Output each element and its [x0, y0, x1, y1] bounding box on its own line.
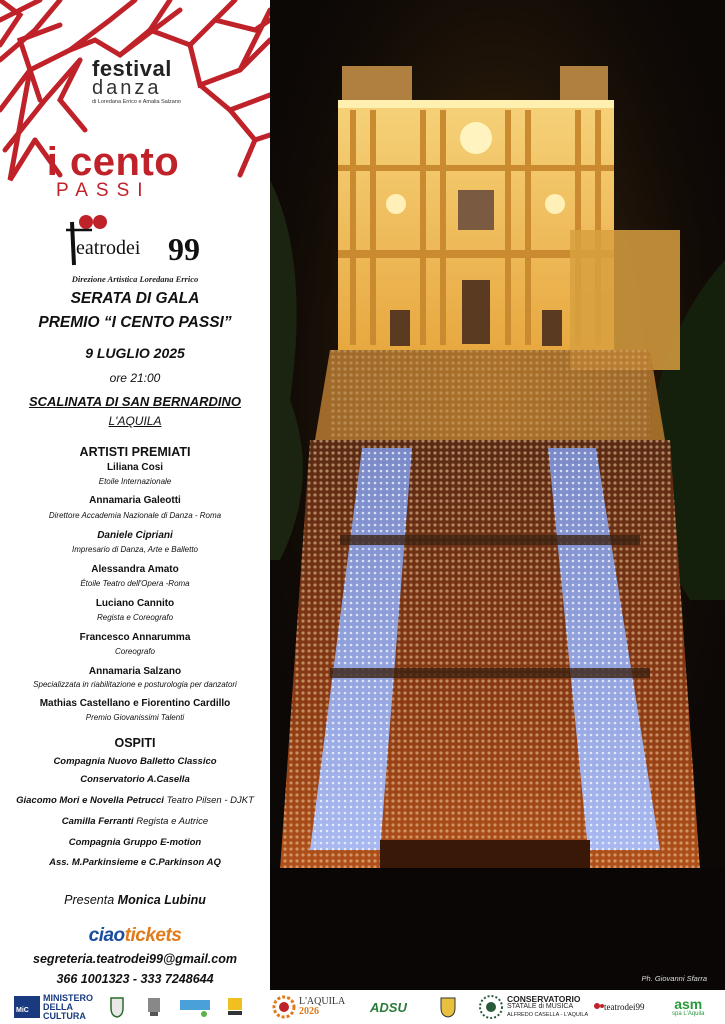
artistic-direction: Direzione Artistica Loredana Errico: [71, 274, 199, 284]
event-time: ore 21:00: [109, 371, 161, 385]
photo-credit: Ph. Giovanni Sfarra: [641, 974, 707, 983]
host-name: Monica Lubinu: [117, 893, 206, 907]
awards-heading: ARTISTI PREMIATI: [79, 445, 191, 459]
event-photo: [270, 0, 725, 990]
contact-phones: 366 1001323 - 333 7248644: [56, 972, 214, 986]
award-name: Annamaria Galeotti: [89, 495, 181, 506]
conservatorio-logo: CONSERVATORIO STATALE di MUSICA ALFREDO CASELLA - L'AQUILA: [478, 990, 588, 1024]
event-date: 9 LUGLIO 2025: [85, 345, 185, 361]
award-role: Regista e Coreografo: [96, 613, 174, 622]
award-name: Luciano Cannito: [95, 598, 175, 609]
award-name: Daniele Cipriani: [97, 530, 173, 541]
award-role: Coreografo: [114, 647, 156, 656]
partner-logo-icon: [226, 990, 244, 1024]
svg-text:99: 99: [168, 231, 200, 267]
award-name: Annamaria Salzano: [88, 666, 182, 677]
award-role: Étoile Teatro dell'Opera -Roma: [80, 579, 190, 588]
asm-logo: asm spa L'Aquila: [672, 995, 705, 1017]
teatrodei99-dots-icon: [594, 1002, 604, 1012]
shield-icon: [440, 990, 456, 1024]
award-name: Alessandra Amato: [91, 564, 179, 575]
guest-item: Giacomo Mori e Novella Petrucci Teatro Pilsen - DJKT: [16, 795, 254, 806]
church-stairs-illustration: [270, 0, 725, 990]
teatrodei99-footer-logo: teatrodei99: [594, 990, 644, 1024]
teatrodei99-logo: [64, 210, 214, 272]
svg-text:eatrodei: eatrodei: [76, 237, 141, 259]
host-line: Presenta Monica Lubinu: [64, 893, 206, 907]
danza-word: danza: [92, 77, 162, 99]
award-name: Mathias Castellano e Fiorentino Cardillo: [39, 698, 231, 709]
award-role: Etoile Internazionale: [98, 477, 172, 486]
event-line-1: SERATA DI GALA: [70, 290, 200, 307]
title-main: i cento: [46, 140, 180, 184]
info-panel: [0, 0, 270, 990]
event-line-2: PREMIO “I CENTO PASSI”: [38, 314, 232, 331]
mic-icon: MiC: [14, 996, 40, 1018]
conservatorio-icon: [478, 994, 504, 1020]
aquila-2026-icon: [272, 995, 296, 1019]
event-city: L'AQUILA: [108, 414, 162, 428]
partner-logo-icon: [178, 990, 212, 1024]
guests-heading: OSPITI: [114, 736, 156, 750]
guest-item: Compagnia Gruppo E-motion: [68, 837, 202, 848]
contact-email[interactable]: segreteria.teatrodei99@gmail.com: [33, 952, 237, 966]
regione-crest-icon: [110, 990, 124, 1024]
guest-item: Conservatorio A.Casella: [80, 774, 190, 785]
award-name: Liliana Cosi: [106, 462, 164, 473]
festival-founders: di Loredana Errico e Amalia Salzano: [92, 99, 181, 105]
award-role: Impresario di Danza, Arte e Balletto: [72, 545, 198, 554]
guest-item: Ass. M.Parkinsieme e C.Parkinson AQ: [49, 857, 221, 868]
event-venue: SCALINATA DI SAN BERNARDINO: [28, 394, 242, 409]
ciaotickets-logo: ciaotickets: [88, 925, 182, 946]
guest-item: Camilla Ferranti Regista e Autrice: [61, 816, 209, 827]
award-role: Premio Giovanissimi Talenti: [85, 713, 185, 722]
comune-crest-icon: [146, 990, 162, 1024]
award-role: Specializzata in riabilitazione e posturologia per danzatori: [33, 680, 237, 689]
festival-word: festival: [92, 56, 172, 81]
guest-item: Compagnia Nuovo Balletto Classico: [53, 756, 217, 767]
award-role: Direttore Accademia Nazionale di Danza - Roma: [48, 511, 222, 520]
ministero-cultura-logo: MiC MINISTERO DELLA CULTURA: [16, 992, 94, 1021]
sponsor-footer: [0, 990, 725, 1024]
title-sub: PASSI: [56, 180, 151, 201]
award-name: Francesco Annarumma: [79, 632, 191, 643]
aquila-2026-logo: L'AQUILA 2026: [272, 990, 345, 1024]
adsu-logo: ADSU: [370, 999, 407, 1015]
